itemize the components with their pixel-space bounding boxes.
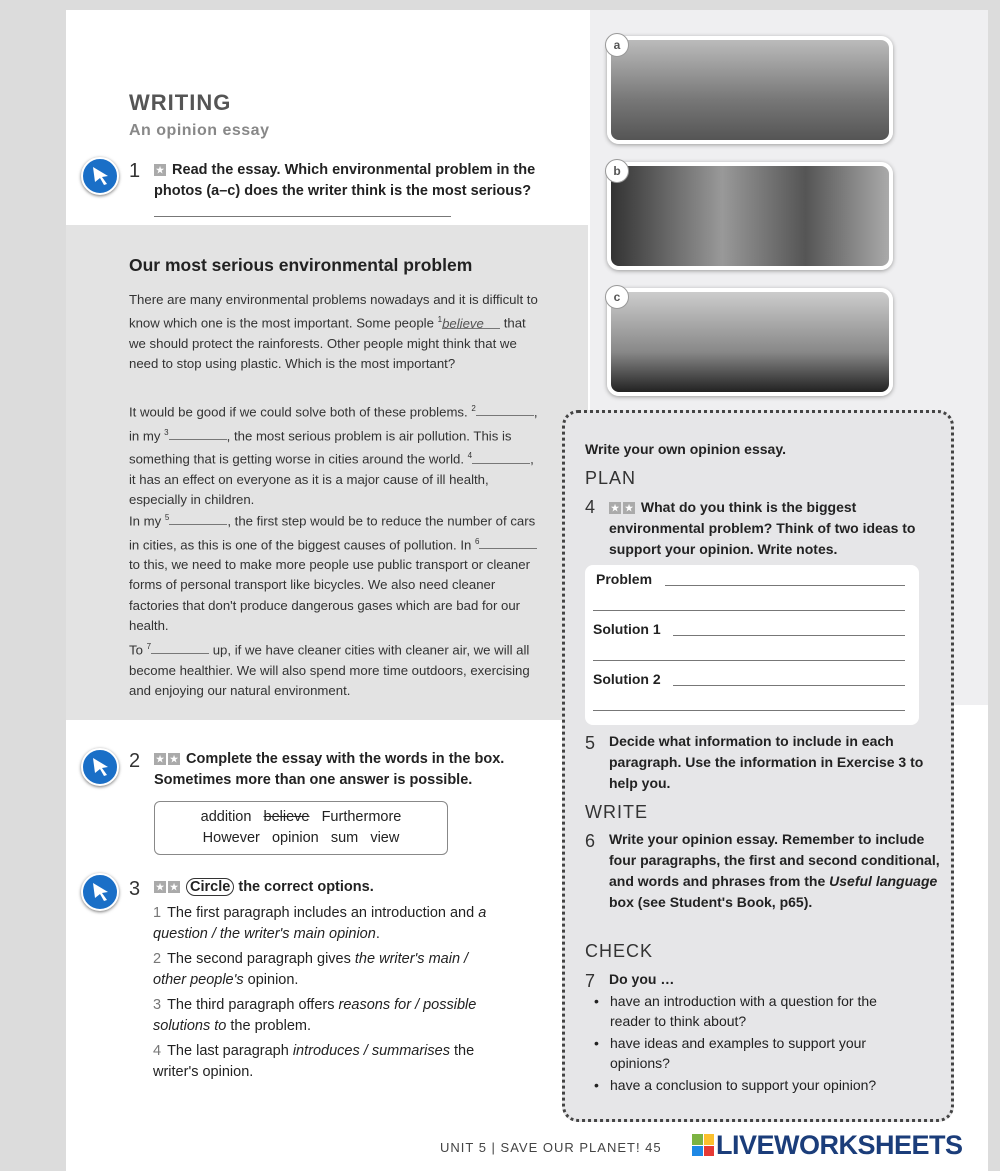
section-subtitle: An opinion essay (129, 122, 270, 139)
essay-paragraph-3: In my $^5$ , the first step would be to reduce the number of cars in cities, as this is one of the biggest causes of pollution. In $^6$ to this, we need to make more people use public transport or cleaner forms of personal transport like bicycles. We also need cleaner factories that don't produce dangerous gases which are bad for our health. (129, 508, 539, 636)
solution2-input-line2[interactable] (593, 710, 905, 711)
liveworksheets-logo-icon (692, 1134, 714, 1156)
exercise-1-pointer-button[interactable] (81, 157, 119, 195)
photo-b-plastic (607, 162, 893, 270)
answer-line-1[interactable] (154, 216, 451, 217)
exercise-5-text: Decide what information to include in each paragraph. Use the information in Exercise 3 to help you. (609, 733, 924, 791)
photo-label: b (605, 159, 629, 183)
plan-panel: Write your own opinion essay. PLAN 4 ★ ★ What do you think is the biggest environmental problem? Think of two ideas to support your opinion. Write notes. Problem Solution 1 Solution 2 5 Decide what information to include in each paragraph. Use the information in Exercise 3 to help you. WRITE 6 Write your opinion essay. Remember to include four paragraphs, the first and second conditional, and words and phrases from the Useful language box (see Student's Book, p65). CHECK 7 Do you … • have an introduction with a question for the reader to think about? • have ideas and examples to support your opinions? • have a conclusion to support your opinion? (562, 410, 954, 1122)
gap-5[interactable] (169, 510, 227, 525)
exercise-4-text: What do you think is the biggest environmental problem? Think of two ideas to support your opinion. Write notes. (609, 499, 916, 557)
exercise-2-pointer-button[interactable] (81, 748, 119, 786)
cursor-arrow-icon (92, 882, 110, 902)
cursor-arrow-icon (92, 757, 110, 777)
cursor-arrow-icon (92, 166, 110, 186)
exercise-number: 2 (129, 750, 141, 772)
exercise-1-text: Read the essay. Which environmental problem in the photos (a–c) does the writer think is the most serious? (154, 162, 536, 199)
gap-3[interactable] (169, 425, 227, 440)
star-icon: ★ (155, 882, 165, 892)
star-icon: ★ (155, 165, 165, 175)
exercise-6-text: Write your opinion essay. Remember to include four paragraphs, the first and second conditional, and words and phrases from the Useful language box (see Student's Book, p65). (609, 831, 940, 910)
page-footer: UNIT 5 | SAVE OUR PLANET! 45 (440, 1140, 662, 1155)
solution1-input-line2[interactable] (593, 660, 905, 661)
gap-4[interactable] (472, 449, 530, 464)
gap-6[interactable] (479, 534, 537, 549)
option-item[interactable]: 1 The first paragraph includes an introduction and a question / the writer's main opinion. (153, 905, 487, 942)
essay-title: Our most serious environmental problem (129, 255, 473, 275)
exercise-number: 1 (129, 160, 141, 182)
option-item[interactable]: 4 The last paragraph introduces / summarises the writer's opinion. (153, 1043, 475, 1080)
problem-input-line2[interactable] (593, 610, 905, 611)
essay-paragraph-4: To $^7$ up, if we have cleaner cities with cleaner air, we will all become healthier. We will also spend more time outdoors, exercising and enjoying our natural environment. (129, 637, 539, 701)
write-heading: WRITE (585, 802, 648, 822)
option-item[interactable]: 3 The third paragraph offers reasons for / possible solutions to the problem. (153, 997, 477, 1034)
liveworksheets-logo[interactable]: LIVEWORKSHEETS (716, 1130, 963, 1160)
notes-box: Problem Solution 1 Solution 2 (585, 565, 919, 725)
essay-paragraph-1: There are many environmental problems nowadays and it is difficult to know which one is the most important. Some people $^1$believe that we should protect the rainforests. Other people might think that we need to stop using plastic. Which is the most important? (129, 292, 538, 371)
check-heading: CHECK (585, 941, 654, 961)
exercise-number: 3 (129, 878, 141, 900)
star-icon: ★ (155, 754, 165, 764)
essay-paragraph-2: It would be good if we could solve both of these problems. $^2$ , in my $^3$ , the most serious problem is air pollution. This is something that is getting worse in cities around the world. $^4$ , it has an effect on everyone as it is a major cause of ill health, especially in children. (129, 399, 539, 510)
solution2-input[interactable] (673, 685, 905, 686)
problem-input[interactable] (665, 585, 905, 586)
photo-label: c (605, 285, 629, 309)
star-icon: ★ (169, 882, 179, 892)
gap-2[interactable] (476, 401, 534, 416)
solution1-input[interactable] (673, 635, 905, 636)
exercise-2-text: Complete the essay with the words in the box. Sometimes more than one answer is possible. (154, 751, 505, 788)
star-icon: ★ (169, 754, 179, 764)
option-item[interactable]: 2 The second paragraph gives the writer's main / other people's opinion. (153, 951, 469, 988)
checklist-item: • have a conclusion to support your opinion? (610, 1075, 920, 1095)
photo-c-air-pollution (607, 288, 893, 396)
word-box: addition believe Furthermore However opinion sum view (154, 801, 448, 855)
exercise-3-pointer-button[interactable] (81, 873, 119, 911)
plan-heading: PLAN (585, 468, 637, 488)
section-title: WRITING (129, 90, 232, 115)
plan-intro: Write your own opinion essay. (585, 441, 786, 457)
photo-a-deforestation (607, 36, 893, 144)
photo-label: a (605, 33, 629, 57)
gap-1[interactable]: believe (442, 314, 500, 329)
gap-7[interactable] (151, 639, 209, 654)
checklist-item: • have an introduction with a question for the reader to think about? (610, 991, 920, 1031)
essay-box (66, 225, 588, 720)
checklist-item: • have ideas and examples to support your opinions? (610, 1033, 920, 1073)
